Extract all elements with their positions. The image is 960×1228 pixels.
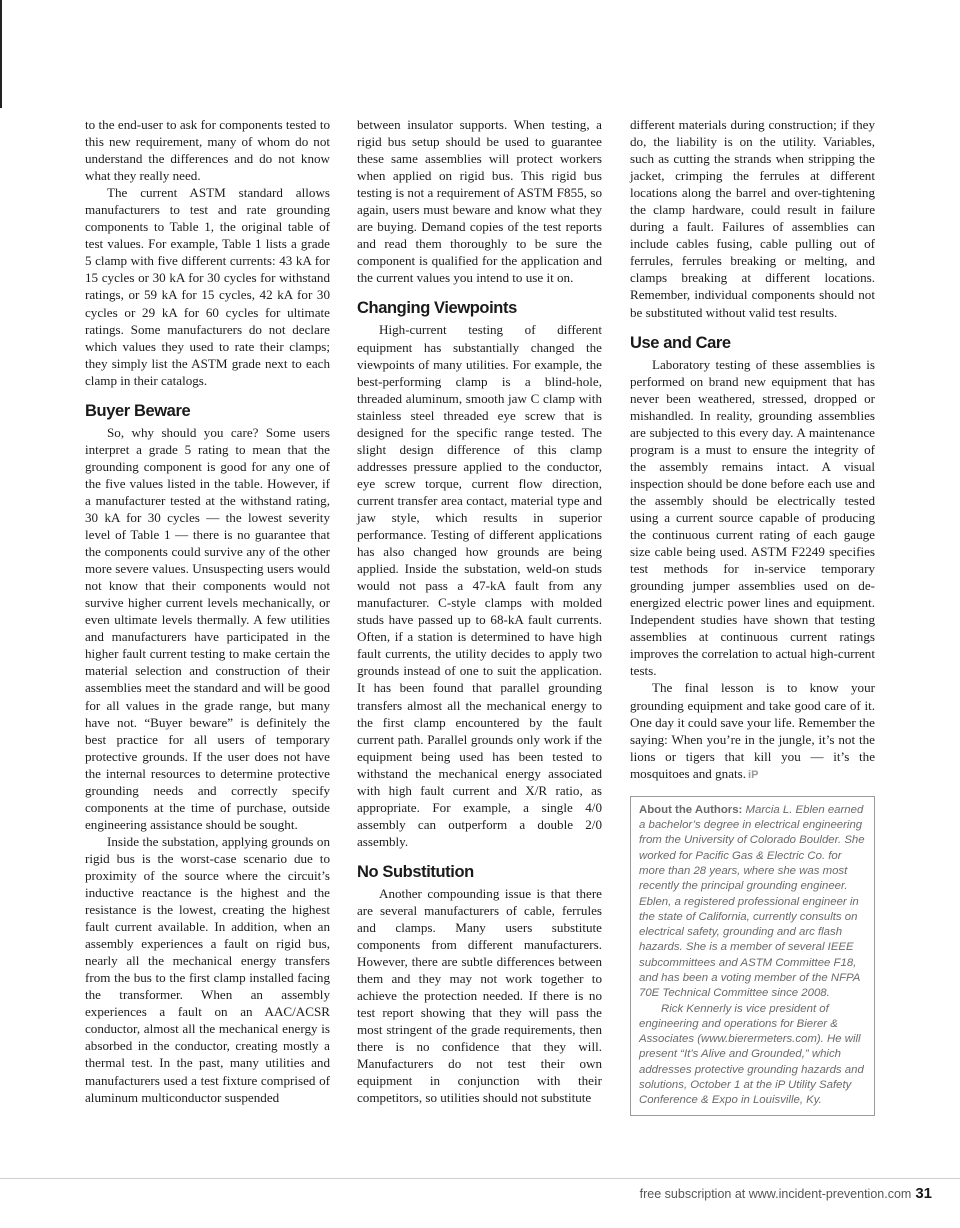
paragraph-text: The final lesson is to know your grounding equipment and take good care of it. One day it could save your life. Remember the saying: When you’re in the jungle, it’s not the lions or tigers that kill you — it’s the mosquitoes and gnats. xyxy=(630,680,875,781)
section-heading-changing-viewpoints: Changing Viewpoints xyxy=(357,299,517,318)
paragraph: between insulator supports. When testing, a rigid bus setup should be used to guarantee these same assemblies will protect workers when applied on rigid bus. This rigid bus testing is not a requirement of ASTM F855, so again, users must beware and know what they are buying. Demand copies of the test reports and read them thoroughly to be sure the component is qualified for the application and the current values you intend to use it on. xyxy=(357,117,602,286)
paragraph: Inside the substation, applying grounds on rigid bus is the worst-case scenario due to proximity of the source where the circuit’s inductive reactance is the highest and the resistance is the lowest, creating the highest fault current available. In addition, when an assembly experiences a fault on rigid bus, nearly all the mechanical energy transfers from the bus to the first clamp installed facing the transformer. When an assembly experiences a fault on an AAC/ACSR conductor, almost all the mechanical energy is absorbed in the conductor, creating mostly a thermal test. In the past, many utilities and manufacturers used a test fixture comprised of aluminum multiconductor suspended xyxy=(85,833,330,1105)
article-column-2 xyxy=(357,116,602,1107)
authors-label: About the Authors: xyxy=(639,803,743,816)
subscription-link-text[interactable]: free subscription at www.incident-prevention.com xyxy=(639,1187,912,1201)
article-column-3 xyxy=(630,116,875,1116)
article-column-1 xyxy=(85,116,330,1106)
page-number: 31 xyxy=(915,1185,932,1202)
author-bio-text: Marcia L. Eblen earned a bachelor’s degree in electrical engineering from the University of Colorado Boulder. She worked for Pacific Gas & Electric Co. for more than 28 years, where she was most recently the principal grounding engineer. Eblen, a registered professional engineer in the state of California, currently consults on electrical safety, grounding and arc flash hazards. She is a member of several IEEE subcommittees and ASTM Committee F18, and has been a voting member of the NFPA 70E Technical Committee since 2008. xyxy=(639,803,865,1000)
paragraph: Laboratory testing of these assemblies is performed on brand new equipment that has never been weathered, stressed, dropped or mishandled. In reality, grounding assemblies are subjected to this every day. A maintenance program is a must to ensure the integrity of the assembly remains intact. A visual inspection should be done before each use and the assembly should be electrically tested using a current source capable of producing the continuous current rating of each gauge size cable being used. ASTM F2249 specifies test methods for in-service temporary grounding jumper assemblies used on de-energized electric power lines and equipment. Independent studies have shown that testing assemblies at continuous current ratings improves the correlation to actual high-current tests. xyxy=(630,356,875,679)
author-bio-2: Rick Kennerly is vice president of engineering and operations for Bierer & Associates (www.bierermeters.com). He will present “It’s Alive and Grounded,” which addresses protective grounding hazards and solutions, October 1 at the iP Utility Safety Conference & Expo in Louisville, Ky. xyxy=(639,1002,864,1107)
author-bio-1 xyxy=(639,803,866,1002)
end-mark-logo: iP xyxy=(748,768,759,781)
paragraph xyxy=(630,679,875,783)
footer-divider xyxy=(0,1178,960,1179)
paragraph: to the end-user to ask for components tested to this new requirement, many of whom do not understand the differences and do not know what they really need. xyxy=(85,117,330,184)
page-footer xyxy=(640,1185,932,1202)
section-heading-use-and-care: Use and Care xyxy=(630,333,731,352)
paragraph: So, why should you care? Some users interpret a grade 5 rating to mean that the grounding component is good for any one of the five values listed in the table. However, if a manufacturer tested at the withstand rating, 30 kA for 30 cycles — the lowest severity level of Table 1 — there is no guarantee that the components could survive any of the other more severe values. Unsuspecting users would not know that their components would not survive higher current levels mechanically, or even ultimate levels thermally. A few utilities and manufacturers have participated in the higher fault current testing to make certain the material selection and construction of their assemblies meet the standard and will be good for all values in the grade range, but many have not. “Buyer beware” is definitely the best practice for all users of temporary protective grounds. If the user does not have the internal resources to determine protective grounding needs and correctly specify components at the time of purchase, outside engineering assistance should be sought. xyxy=(85,424,330,832)
paragraph: High-current testing of different equipment has substantially changed the viewpoints of many utilities. For example, the best-performing clamp is a blind-hole, threaded aluminum, smooth jaw C clamp with stainless steel threaded eye screw that is designed for the specific range tested. The slight design difference of this clamp addresses pressure applied to the conductor, eye screw torque, current flow direction, current transfer area contact, material type and jaw style, which results in superior performance. Testing of different applications has also changed how grounds are being applied. Inside the substation, weld-on studs would not pass a 47-kA fault from any manufacturer. C-style clamps with molded studs have passed up to 68-kA fault currents. Often, if a station is determined to have high fault currents, the utility decides to apply two grounds instead of one to suit the application. It has been found that parallel grounding transfers almost all the mechanical energy to the first clamp encountered by the fault current path. Parallel grounds only work if the equipment being used has been tested to withstand the mechanical energy associated with high fault current and X/R ratio, as appropriate. For example, a single 4/0 assembly can outperform a double 2/0 assembly. xyxy=(357,322,602,849)
paragraph: different materials during construction; if they do, the liability is on the utility. Variables, such as cutting the strands when stripping the jacket, crimping the ferrules at different locations along the barrel and over-tightening the clamp hardware, could result in failure during a fault. Failures of assemblies can include cables fusing, cable pulling out of ferrules, ferrules breaking or melting, and clamps breaking at different locations. Remember, individual components should not be substituted without valid test results. xyxy=(630,117,875,320)
section-heading-buyer-beware: Buyer Beware xyxy=(85,401,191,420)
paragraph: Another compounding issue is that there are several manufacturers of cable, ferrules and clamps. Many users substitute components from different manufacturers. However, there are subtle differences between them and they may not work together to achieve the protection needed. If there is no test report showing that they will pass the most stringent of the grade requirements, then there is no confidence that they will. Manufacturers do not test their own equipment in conjunction with their competitors, so utilities should not substitute xyxy=(357,885,602,1106)
margin-rule xyxy=(0,0,2,108)
paragraph: The current ASTM standard allows manufacturers to test and rate grounding components to Table 1, the original table of test values. For example, Table 1 lists a grade 5 clamp with five different currents: 43 kA for 15 cycles or 30 kA for 30 cycles for withstand ratings, or 59 kA for 15 cycles, 42 kA for 30 cycles or 29 kA for 60 cycles for ultimate ratings. Some manufacturers do not declare which values they used to rate their clamps; they simply list the ASTM grade next to each clamp in their catalogs. xyxy=(85,185,330,388)
about-the-authors-box xyxy=(630,796,875,1116)
section-heading-no-substitution: No Substitution xyxy=(357,862,474,881)
